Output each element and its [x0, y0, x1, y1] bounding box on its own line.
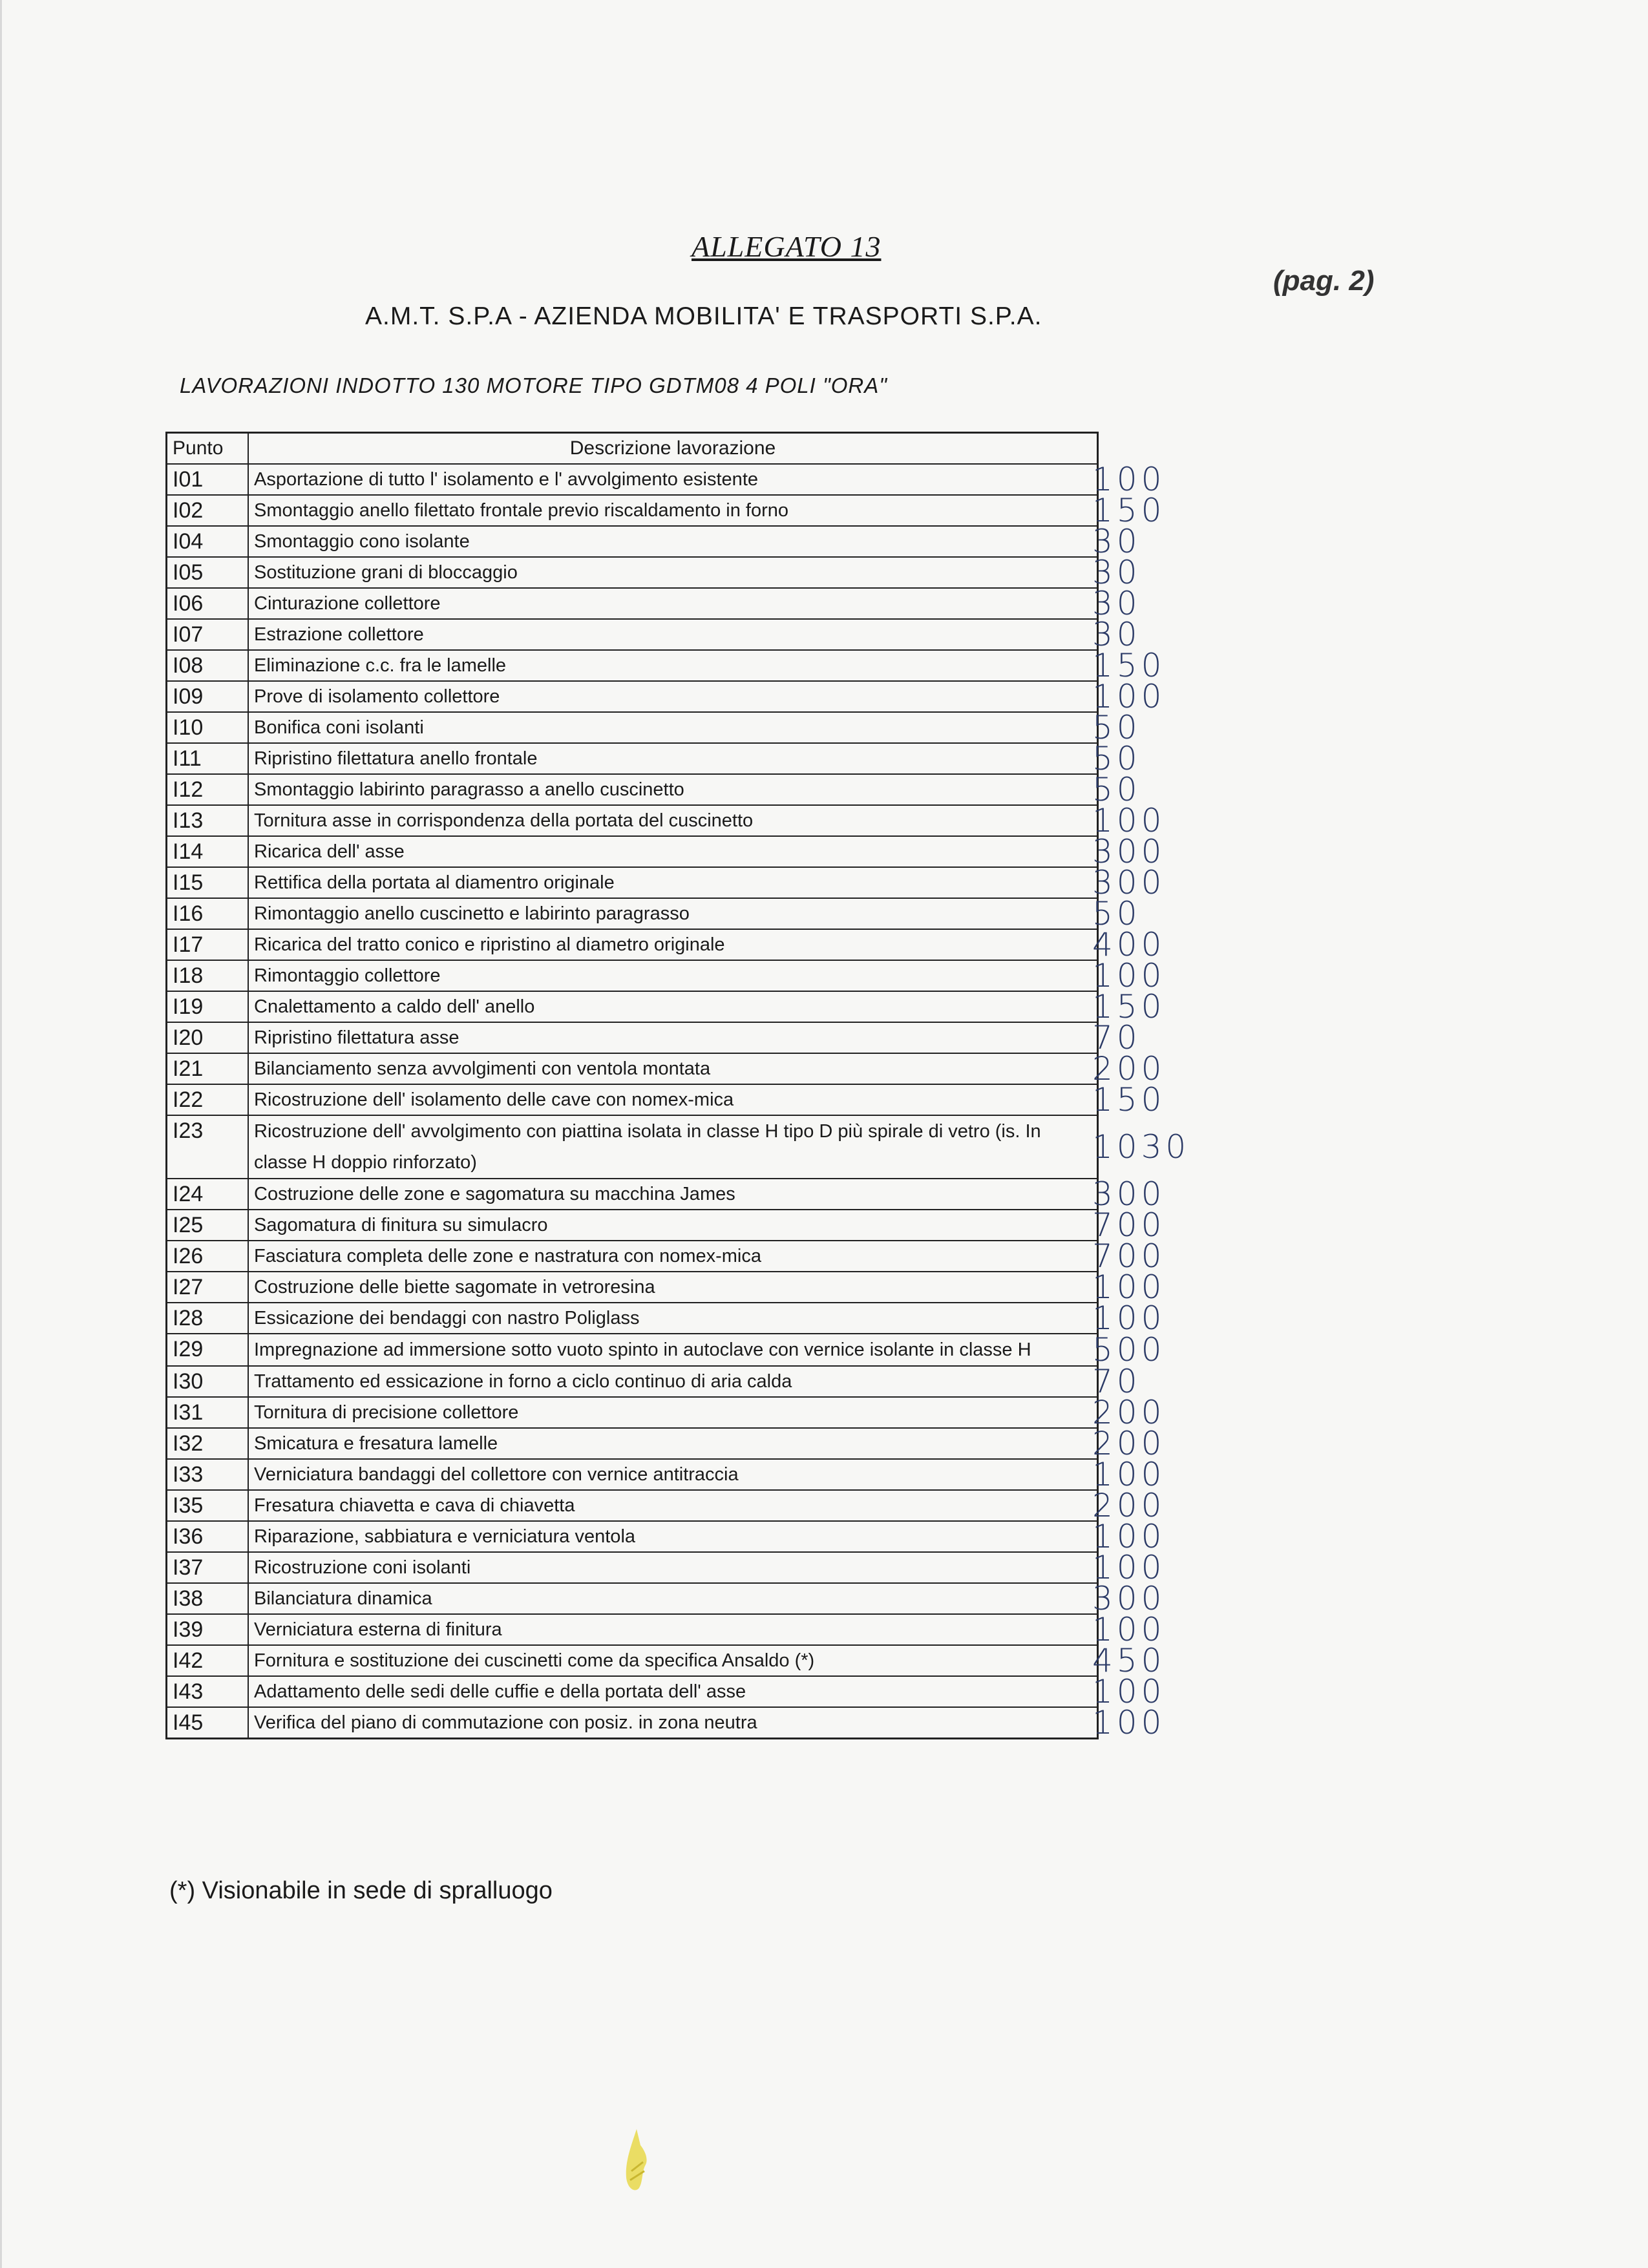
table-row	[167, 1115, 1098, 1179]
table-row	[167, 774, 1098, 805]
row-descrizione: Tornitura asse in corrispondenza della portata del cuscinetto	[248, 805, 1098, 836]
work-heading: LAVORAZIONI INDOTTO 130 MOTORE TIPO GDTM08 4 POLI "ORA"	[180, 373, 887, 397]
table-row	[167, 1210, 1098, 1241]
handwritten-value: 150	[1092, 647, 1166, 684]
row-descrizione: Asportazione di tutto l' isolamento e l' avvolgimento esistente	[248, 464, 1098, 495]
table-row	[167, 743, 1098, 774]
row-descrizione: Fresatura chiavetta e cava di chiavetta	[248, 1490, 1098, 1521]
row-punto: I45	[167, 1707, 249, 1739]
handwritten-value: 500	[1092, 1331, 1166, 1369]
handwritten-value: 450	[1092, 1642, 1166, 1679]
handwritten-value: 300	[1092, 1175, 1166, 1213]
table-row	[167, 1428, 1098, 1459]
table-row	[167, 1179, 1098, 1210]
row-punto: I13	[167, 805, 249, 836]
handwritten-value: 100	[1092, 1673, 1166, 1710]
row-punto: I30	[167, 1366, 249, 1397]
row-punto: I23	[167, 1115, 249, 1179]
row-descrizione: Adattamento delle sedi delle cuffie e della portata dell' asse	[248, 1676, 1098, 1707]
table-row	[167, 805, 1098, 836]
handwritten-value: 50	[1092, 895, 1141, 932]
table-row	[167, 1397, 1098, 1428]
row-punto: I08	[167, 650, 249, 681]
table-row	[167, 1645, 1098, 1676]
row-descrizione: Smicatura e fresatura lamelle	[248, 1428, 1098, 1459]
row-punto: I16	[167, 898, 249, 929]
row-descrizione: Bonifica coni isolanti	[248, 712, 1098, 743]
allegato-title: ALLEGATO 13	[692, 230, 882, 263]
row-punto: I36	[167, 1521, 249, 1552]
row-punto: I17	[167, 929, 249, 960]
handwritten-value: 30	[1092, 616, 1141, 653]
row-descrizione: Ripristino filettatura asse	[248, 1022, 1098, 1053]
handwritten-value: 200	[1092, 1394, 1166, 1431]
table-row	[167, 1366, 1098, 1397]
handwritten-value: 300	[1092, 833, 1166, 870]
row-punto: I27	[167, 1272, 249, 1303]
row-descrizione: Cinturazione collettore	[248, 588, 1098, 619]
row-descrizione: Trattamento ed essicazione in forno a ciclo continuo di aria calda	[248, 1366, 1098, 1397]
row-descrizione: Rimontaggio collettore	[248, 960, 1098, 991]
table-row	[167, 495, 1098, 526]
table-row	[167, 1521, 1098, 1552]
row-punto: I43	[167, 1676, 249, 1707]
handwritten-value: 150	[1092, 492, 1166, 529]
row-descrizione: Costruzione delle zone e sagomatura su macchina James	[248, 1179, 1098, 1210]
table-row	[167, 960, 1098, 991]
handwritten-value: 100	[1092, 957, 1166, 994]
header-descrizione: Descrizione lavorazione	[248, 433, 1098, 465]
row-descrizione: Eliminazione c.c. fra le lamelle	[248, 650, 1098, 681]
works-table-body	[167, 464, 1098, 1739]
handwritten-value: 30	[1092, 554, 1141, 591]
table-row	[167, 1707, 1098, 1739]
table-row	[167, 464, 1098, 495]
handwritten-value: 100	[1092, 1299, 1166, 1337]
table-row	[167, 681, 1098, 712]
handwritten-value: 100	[1092, 461, 1166, 498]
handwritten-value: 700	[1092, 1206, 1166, 1244]
table-row	[167, 929, 1098, 960]
row-punto: I28	[167, 1303, 249, 1334]
handwritten-value: 50	[1092, 709, 1141, 746]
table-row	[167, 526, 1098, 557]
footnote: (*) Visionabile in sede di spralluogo	[169, 1877, 553, 1904]
row-descrizione: Prove di isolamento collettore	[248, 681, 1098, 712]
handwritten-value: 200	[1092, 1050, 1166, 1087]
handwritten-value: 200	[1092, 1487, 1166, 1524]
handwritten-value: 70	[1092, 1363, 1141, 1400]
row-punto: I19	[167, 991, 249, 1022]
handwritten-value: 300	[1092, 1580, 1166, 1617]
table-row	[167, 1272, 1098, 1303]
row-descrizione: Verniciatura bandaggi del collettore con vernice antitraccia	[248, 1459, 1098, 1490]
row-punto: I18	[167, 960, 249, 991]
row-descrizione: Essicazione dei bendaggi con nastro Poliglass	[248, 1303, 1098, 1334]
row-descrizione: Costruzione delle biette sagomate in vetroresina	[248, 1272, 1098, 1303]
row-descrizione: Estrazione collettore	[248, 619, 1098, 650]
table-row	[167, 1583, 1098, 1614]
row-punto: I05	[167, 557, 249, 588]
handwritten-value: 100	[1092, 1268, 1166, 1306]
table-row	[167, 557, 1098, 588]
page-number: (pag. 2)	[1273, 265, 1375, 297]
row-descrizione: Fornitura e sostituzione dei cuscinetti come da specifica Ansaldo (*)	[248, 1645, 1098, 1676]
row-punto: I02	[167, 495, 249, 526]
table-header-row	[167, 433, 1098, 465]
table-row	[167, 898, 1098, 929]
row-punto: I07	[167, 619, 249, 650]
row-punto: I35	[167, 1490, 249, 1521]
row-punto: I22	[167, 1084, 249, 1115]
handwritten-value: 30	[1092, 523, 1141, 560]
row-descrizione: Ricostruzione dell' isolamento delle cave con nomex-mica	[248, 1084, 1098, 1115]
handwritten-value: 100	[1092, 1611, 1166, 1648]
company-name: A.M.T. S.P.A - AZIENDA MOBILITA' E TRASPORTI S.P.A.	[365, 302, 1042, 330]
handwritten-value: 200	[1092, 1425, 1166, 1462]
handwritten-value: 1030	[1092, 1128, 1190, 1166]
row-descrizione: Bilanciamento senza avvolgimenti con ventola montata	[248, 1053, 1098, 1084]
table-row	[167, 1053, 1098, 1084]
handwritten-value: 400	[1092, 926, 1166, 963]
table-row	[167, 836, 1098, 867]
row-descrizione: Riparazione, sabbiatura e verniciatura ventola	[248, 1521, 1098, 1552]
handwritten-value: 150	[1092, 1081, 1166, 1118]
table-row	[167, 1241, 1098, 1272]
row-punto: I10	[167, 712, 249, 743]
row-descrizione: Bilanciatura dinamica	[248, 1583, 1098, 1614]
row-descrizione: Tornitura di precisione collettore	[248, 1397, 1098, 1428]
handwritten-value: 100	[1092, 1456, 1166, 1493]
table-row	[167, 1552, 1098, 1583]
row-punto: I20	[167, 1022, 249, 1053]
row-descrizione: Ripristino filettatura anello frontale	[248, 743, 1098, 774]
table-row	[167, 650, 1098, 681]
row-punto: I15	[167, 867, 249, 898]
header-punto: Punto	[167, 433, 249, 465]
table-row	[167, 991, 1098, 1022]
handwritten-value: 100	[1092, 1704, 1166, 1742]
handwritten-value: 30	[1092, 585, 1141, 622]
row-punto: I04	[167, 526, 249, 557]
table-row	[167, 1334, 1098, 1366]
handwritten-value: 50	[1092, 740, 1141, 777]
row-descrizione: Ricarica dell' asse	[248, 836, 1098, 867]
table-row	[167, 1490, 1098, 1521]
handwritten-value: 700	[1092, 1237, 1166, 1275]
row-punto: I31	[167, 1397, 249, 1428]
row-descrizione: Ricostruzione dell' avvolgimento con piattina isolata in classe H tipo D più spirale di vetro (is. In classe H doppio rinforzato)	[248, 1115, 1098, 1179]
handwritten-value: 150	[1092, 988, 1166, 1025]
row-descrizione: Cnalettamento a caldo dell' anello	[248, 991, 1098, 1022]
row-punto: I14	[167, 836, 249, 867]
table-row	[167, 1022, 1098, 1053]
row-descrizione: Smontaggio cono isolante	[248, 526, 1098, 557]
table-row	[167, 1459, 1098, 1490]
row-punto: I24	[167, 1179, 249, 1210]
yellow-signature-mark	[617, 2126, 656, 2197]
row-punto: I12	[167, 774, 249, 805]
row-punto: I37	[167, 1552, 249, 1583]
table-row	[167, 1614, 1098, 1645]
row-punto: I29	[167, 1334, 249, 1366]
row-descrizione: Sostituzione grani di bloccaggio	[248, 557, 1098, 588]
row-punto: I42	[167, 1645, 249, 1676]
row-descrizione: Sagomatura di finitura su simulacro	[248, 1210, 1098, 1241]
row-descrizione: Ricarica del tratto conico e ripristino al diametro originale	[248, 929, 1098, 960]
row-punto: I09	[167, 681, 249, 712]
table-row	[167, 712, 1098, 743]
table-row	[167, 619, 1098, 650]
row-descrizione: Verifica del piano di commutazione con posiz. in zona neutra	[248, 1707, 1098, 1739]
row-descrizione: Fasciatura completa delle zone e nastratura con nomex-mica	[248, 1241, 1098, 1272]
table-row	[167, 588, 1098, 619]
table-row	[167, 867, 1098, 898]
works-table	[165, 432, 1099, 1739]
row-punto: I38	[167, 1583, 249, 1614]
handwritten-value: 100	[1092, 1518, 1166, 1555]
row-punto: I11	[167, 743, 249, 774]
row-descrizione: Verniciatura esterna di finitura	[248, 1614, 1098, 1645]
row-punto: I01	[167, 464, 249, 495]
row-descrizione: Rettifica della portata al diamentro originale	[248, 867, 1098, 898]
handwritten-value: 70	[1092, 1019, 1141, 1056]
row-punto: I21	[167, 1053, 249, 1084]
handwritten-value: 100	[1092, 802, 1166, 839]
row-punto: I25	[167, 1210, 249, 1241]
row-punto: I06	[167, 588, 249, 619]
row-descrizione: Smontaggio anello filettato frontale previo riscaldamento in forno	[248, 495, 1098, 526]
row-descrizione: Impregnazione ad immersione sotto vuoto spinto in autoclave con vernice isolante in classe H	[248, 1334, 1098, 1366]
row-punto: I39	[167, 1614, 249, 1645]
handwritten-value: 50	[1092, 771, 1141, 808]
row-descrizione: Smontaggio labirinto paragrasso a anello cuscinetto	[248, 774, 1098, 805]
handwritten-value: 100	[1092, 678, 1166, 715]
handwritten-value: 100	[1092, 1549, 1166, 1586]
table-row	[167, 1676, 1098, 1707]
row-punto: I33	[167, 1459, 249, 1490]
handwritten-value: 300	[1092, 864, 1166, 901]
row-punto: I26	[167, 1241, 249, 1272]
table-row	[167, 1303, 1098, 1334]
row-descrizione: Rimontaggio anello cuscinetto e labirinto paragrasso	[248, 898, 1098, 929]
table-row	[167, 1084, 1098, 1115]
row-punto: I32	[167, 1428, 249, 1459]
row-descrizione: Ricostruzione coni isolanti	[248, 1552, 1098, 1583]
